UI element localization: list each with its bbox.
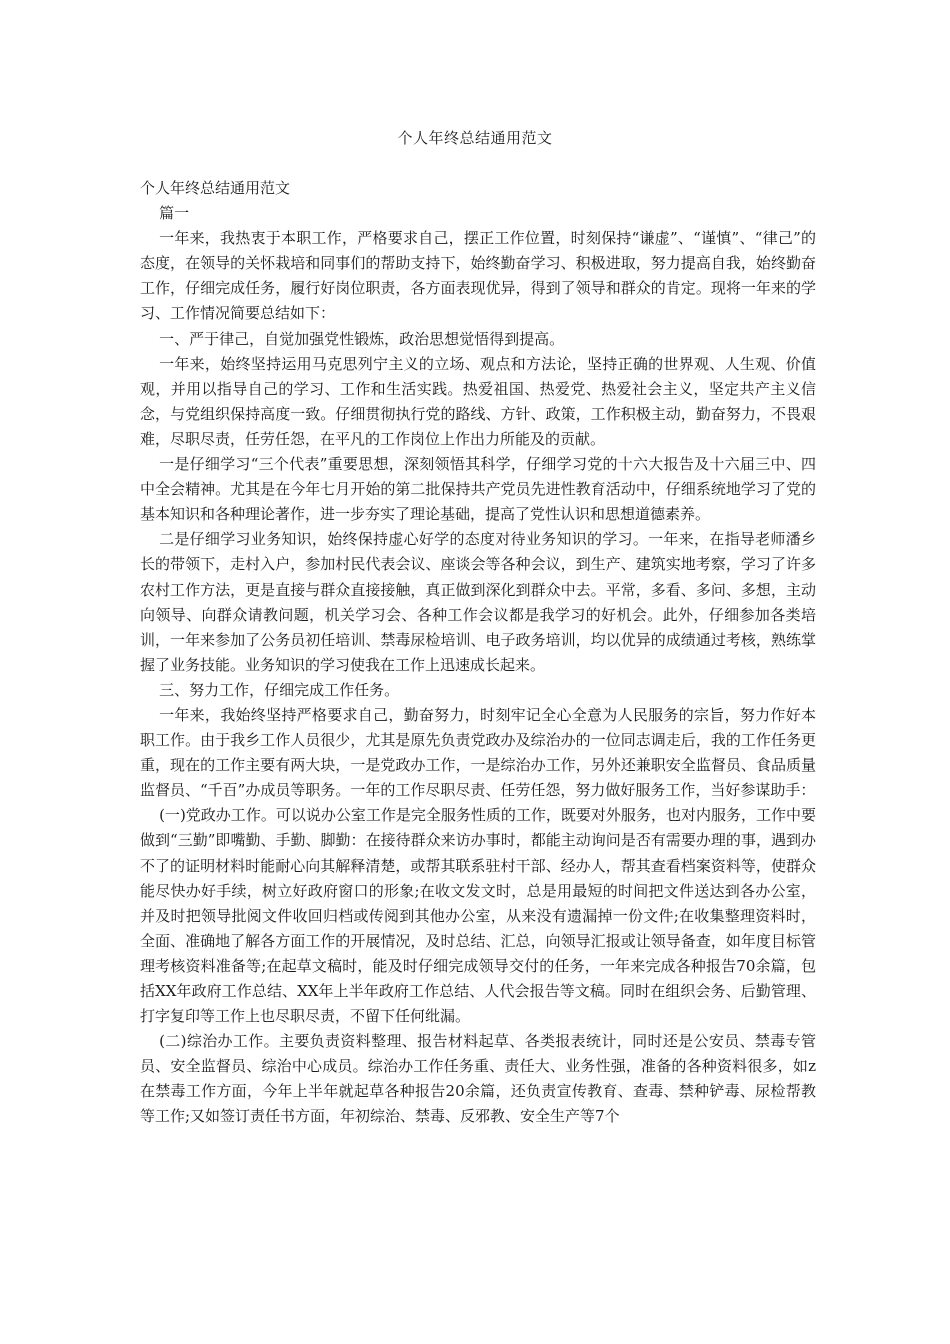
- document-subtitle: 个人年终总结通用范文: [140, 179, 291, 197]
- paragraph: 一年来，我始终坚持严格要求自己，勤奋努力，时刻牢记全心全意为人民服务的宗旨，努力作好本职工作。由于我乡工作人员很少，尤其是原先负责党政办及综治办的一位同志调走后，我的工作任务更重，现在的工作主要有两大块，一是党政办工作，一是综治办工作，另外还兼职安全监督员、食品质量监督员、“千百”办成员等职务。一年的工作尽职尽责、任劳任怨，努力做好服务工作，当好参谋助手：: [140, 705, 816, 800]
- paragraph: 一年来，始终坚持运用马克思列宁主义的立场、观点和方法论，坚持正确的世界观、人生观、价值观，并用以指导自己的学习、工作和生活实践。热爱祖国、热爱党、热爱社会主义，坚定共产主义信念，与党组织保持高度一致。仔细贯彻执行党的路线、方针、政策，工作积极主动，勤奋努力，不畏艰难，尽职尽责，任劳任怨，在平凡的工作岗位上作出力所能及的贡献。: [140, 354, 816, 448]
- paragraph-heading: 三、努力工作，仔细完成工作任务。: [159, 680, 400, 699]
- section-label: 篇一: [159, 204, 190, 223]
- paragraph: 一是仔细学习“三个代表”重要思想，深刻领悟其科学，仔细学习党的十六大报告及十六届三中、四中全会精神。尤其是在今年七月开始的第二批保持共产党员先进性教育活动中，仔细系统地学习了党的基本知识和各种理论著作，进一步夯实了理论基础，提高了党性认识和思想道德素养。: [140, 455, 816, 524]
- paragraph: (二)综治办工作。主要负责资料整理、报告材料起草、各类报表统计，同时还是公安员、禁毒专管员、安全监督员、综治中心成员。综治办工作任务重、责任大、业务性强，准备的各种资料很多，如z在禁毒工作方面，今年上半年就起草各种报告20余篇，还负责宣传教育、查毒、禁种铲毒、尿检帮教等工作;又如签订责任书方面，年初综治、禁毒、反邪教、安全生产等7个: [140, 1032, 816, 1126]
- document-body: [140, 176, 816, 1130]
- paragraph: 一年来，我热衷于本职工作，严格要求自己，摆正工作位置，时刻保持“谦虚”、“谨慎”、“律己”的态度，在领导的关怀栽培和同事们的帮助支持下，始终勤奋学习、积极进取，努力提高自我，始终勤奋工作，仔细完成任务，履行好岗位职责，各方面表现优异，得到了领导和群众的肯定。现将一年来的学习、工作情况简要总结如下：: [140, 229, 816, 323]
- paragraph-heading: 一、严于律己，自觉加强党性锻炼，政治思想觉悟得到提高。: [159, 329, 565, 348]
- paragraph: (一)党政办工作。可以说办公室工作是完全服务性质的工作，既要对外服务，也对内服务，工作中要做到“三勤”即嘴勤、手勤、脚勤：在接待群众来访办事时，都能主动询问是否有需要办理的事，遇到办不了的证明材料时能耐心向其解释清楚，或帮其联系驻村干部、经办人，帮其查看档案资料等，使群众能尽快办好手续，树立好政府窗口的形象;在收文发文时，总是用最短的时间把文件送达到各办公室，并及时把领导批阅文件收回归档或传阅到其他办公室，从来没有遗漏掉一份文件;在收集整理资料时，全面、准确地了解各方面工作的开展情况，及时总结、汇总，向领导汇报或让领导备查，如年度目标管理考核资料准备等;在起草文稿时，能及时仔细完成领导交付的任务，一年来完成各种报告70余篇，包括XX年政府工作总结、XX年上半年政府工作总结、人代会报告等文稿。同时在组织会务、后勤管理、打字复印等工作上也尽职尽责，不留下任何纰漏。: [140, 806, 816, 1026]
- paragraph: 二是仔细学习业务知识，始终保持虚心好学的态度对待业务知识的学习。一年来，在指导老师潘乡长的带领下，走村入户，参加村民代表会议、座谈会等各种会议，到生产、建筑实地考察，学习了许多农村工作方法，更是直接与群众直接接触，真正做到深化到群众中去。平常，多看、多问、多想，主动向领导、向群众请教问题，机关学习会、各种工作会议都是我学习的好机会。此外，仔细参加各类培训，一年来参加了公务员初任培训、禁毒尿检培训、电子政务培训，均以优异的成绩通过考核，熟练掌握了业务技能。业务知识的学习使我在工作上迅速成长起来。: [140, 530, 816, 674]
- document-title: 个人年终总结通用范文: [397, 129, 553, 147]
